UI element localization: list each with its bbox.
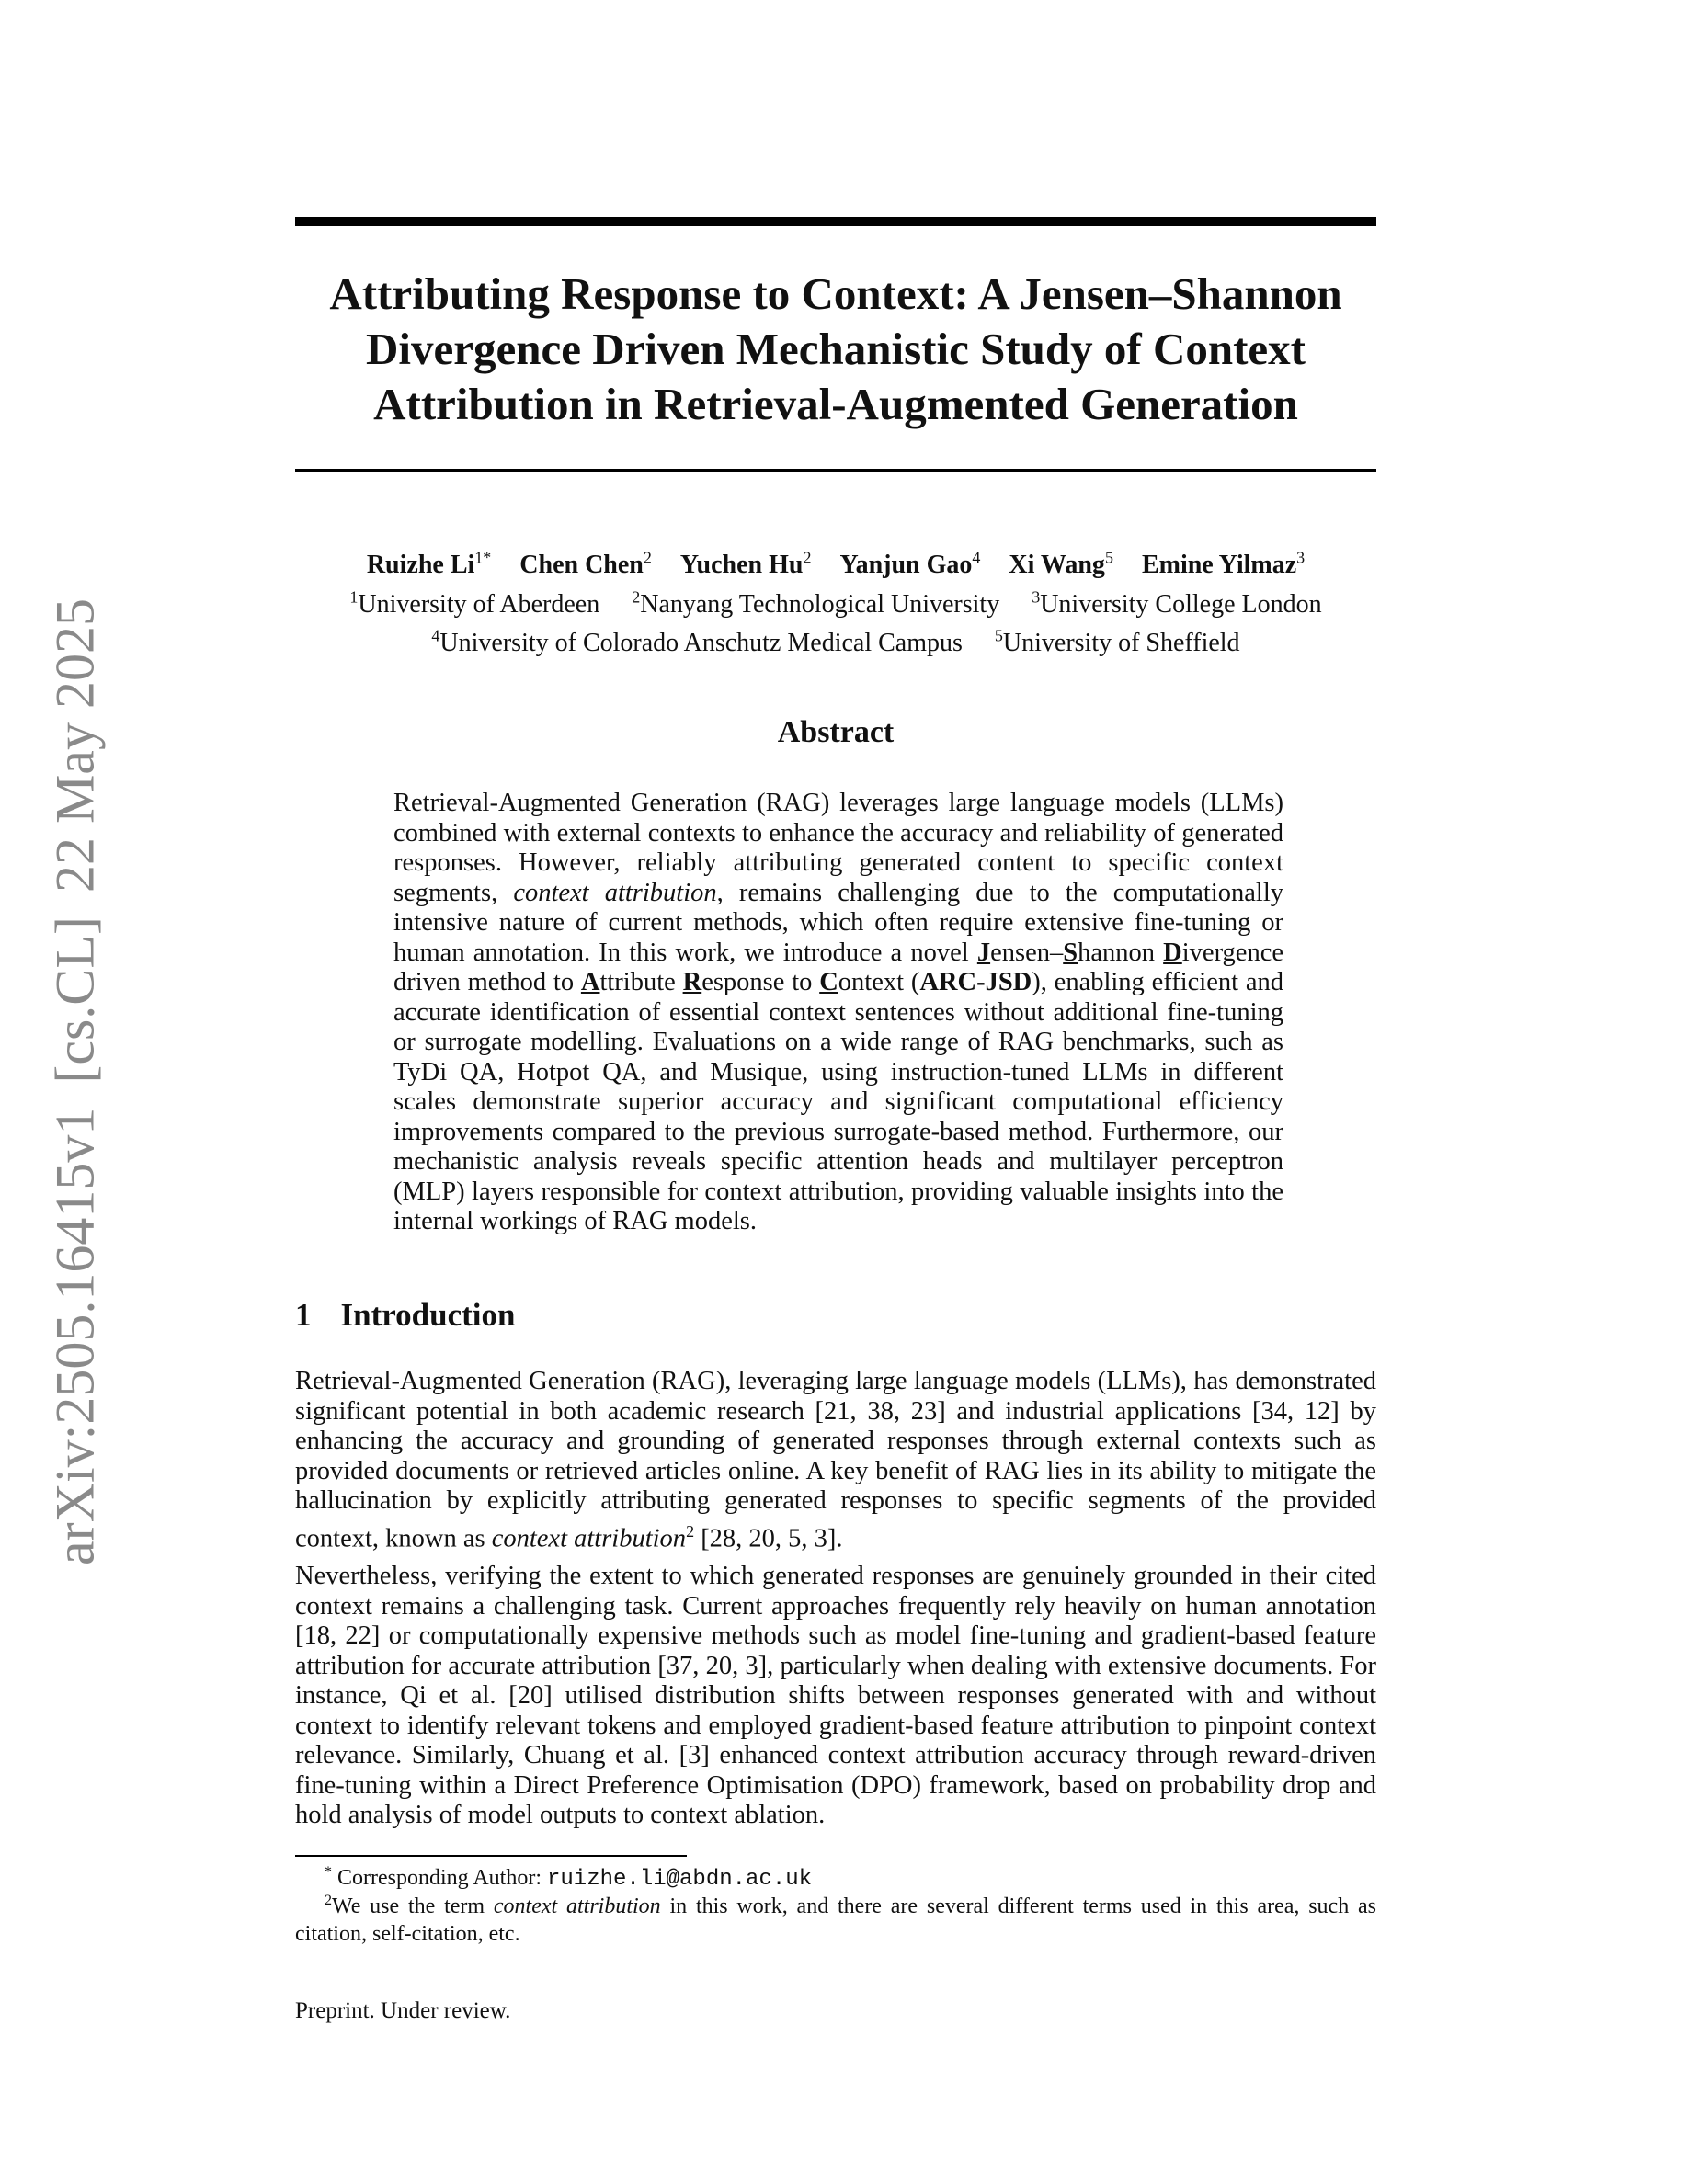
arxiv-category: [cs.CL] bbox=[44, 916, 106, 1084]
paper-title bbox=[295, 267, 1376, 432]
title-top-rule bbox=[295, 217, 1376, 226]
footnote-context-attribution: $^2$We use the term context attribution in this work, and there are several different terms used in this area, such as citation, self-citation, etc. bbox=[295, 1893, 1376, 1946]
author: Yuchen Hu$^2$ bbox=[679, 549, 812, 580]
title-bottom-rule bbox=[295, 469, 1376, 472]
preprint-note: Preprint. Under review. bbox=[295, 1998, 511, 2023]
footnote-ref: 2 bbox=[686, 1521, 695, 1541]
section-heading-introduction: 1 Introduction bbox=[295, 1297, 516, 1333]
title-line: Attributing Response to Context: A Jensen–Shannon bbox=[329, 268, 1342, 319]
author-list bbox=[295, 542, 1376, 581]
affiliations-line bbox=[295, 620, 1376, 659]
author: Emine Yilmaz$^3$ bbox=[1141, 549, 1306, 580]
affiliation: $^3$University College London bbox=[1032, 587, 1322, 619]
affiliation: $^2$Nanyang Technological University bbox=[632, 587, 1000, 619]
arxiv-date: 22 May 2025 bbox=[44, 598, 106, 893]
footnote-corresponding-author: * Corresponding Author: ruizhe.li@abdn.ac.uk bbox=[325, 1864, 813, 1892]
title-line: Attribution in Retrieval-Augmented Generation bbox=[373, 379, 1298, 429]
author: Ruizhe $Li^{1*}$ bbox=[366, 549, 492, 580]
affiliation: $^1$University of Aberdeen bbox=[349, 587, 600, 619]
intro-paragraph: Retrieval-Augmented Generation (RAG), leveraging large language models (LLMs), has demonstrated significant potential in both academic research [21, 38, 23] and industrial applications [34, 12] by enhancing the accuracy and grounding of generated responses through external contexts such as provided documents or retrieved articles online. A key benefit of RAG lies in its ability to mitigate the hallucination by explicitly attributing generated responses to specific segments of the provided context, known as context attribution$^2$ [28, 20, 5, 3]. bbox=[295, 1367, 1376, 1553]
author: Yanjun Gao$^4$ bbox=[839, 549, 981, 580]
arxiv-identifier bbox=[44, 598, 108, 1565]
title-line: Divergence Driven Mechanistic Study of Context bbox=[365, 324, 1306, 374]
affiliations-line bbox=[295, 581, 1376, 620]
author: Xi Wang$^5$ bbox=[1009, 549, 1113, 580]
intro-paragraph: Nevertheless, verifying the extent to which generated responses are genuinely grounded in their cited context remains a challenging task. Current approaches frequently rely heavily on human annotation [18, 22] or computationally expensive methods such as model fine-tuning and gradient-based feature attribution for accurate attribution [37, 20, 3], particularly when dealing with extensive documents. For instance, Qi et al. [20] utilised distribution shifts between responses generated with and without context to identify relevant tokens and employed gradient-based feature attribution to pinpoint context relevance. Similarly, Chuang et al. [3] enhanced context attribution accuracy through reward-driven fine-tuning within a Direct Preference Optimisation (DPO) framework, based on probability drop and hold analysis of model outputs to context ablation. bbox=[295, 1562, 1376, 1829]
author-block bbox=[295, 542, 1376, 659]
arxiv-id: arXiv:2505.16415v1 bbox=[44, 1107, 106, 1565]
affiliation: $^4$University of Colorado Anschutz Medical Campus bbox=[431, 626, 963, 657]
author-email: ruizhe.li@abdn.ac.uk bbox=[547, 1867, 813, 1892]
footnote-rule bbox=[295, 1855, 687, 1857]
abstract-text: Retrieval-Augmented Generation (RAG) leverages large language models (LLMs) combined with external contexts to enhance the accuracy and reliability of generated responses. However, reliably attributing generated content to specific context segments, context attribution, remains challenging due to the computationally intensive nature of current methods, which often require extensive fine-tuning or human annotation. In this work, we introduce a novel Jensen–Shannon Divergence driven method to Attribute Response to Context (ARC-JSD), enabling efficient and accurate identification of essential context sentences without additional fine-tuning or surrogate modelling. Evaluations on a wide range of RAG benchmarks, such as TyDi QA, Hotpot QA, and Musique, using instruction-tuned LLMs in different scales demonstrate superior accuracy and significant computational efficiency improvements compared to the previous surrogate-based method. Furthermore, our mechanistic analysis reveals specific attention heads and multilayer perceptron (MLP) layers responsible for context attribution, providing valuable insights into the internal workings of RAG models. bbox=[393, 789, 1283, 1235]
author: Chen Chen$^2$ bbox=[519, 549, 652, 580]
affiliation: $^5$University of Sheffield bbox=[994, 626, 1240, 657]
abstract-heading: Abstract bbox=[777, 715, 895, 749]
